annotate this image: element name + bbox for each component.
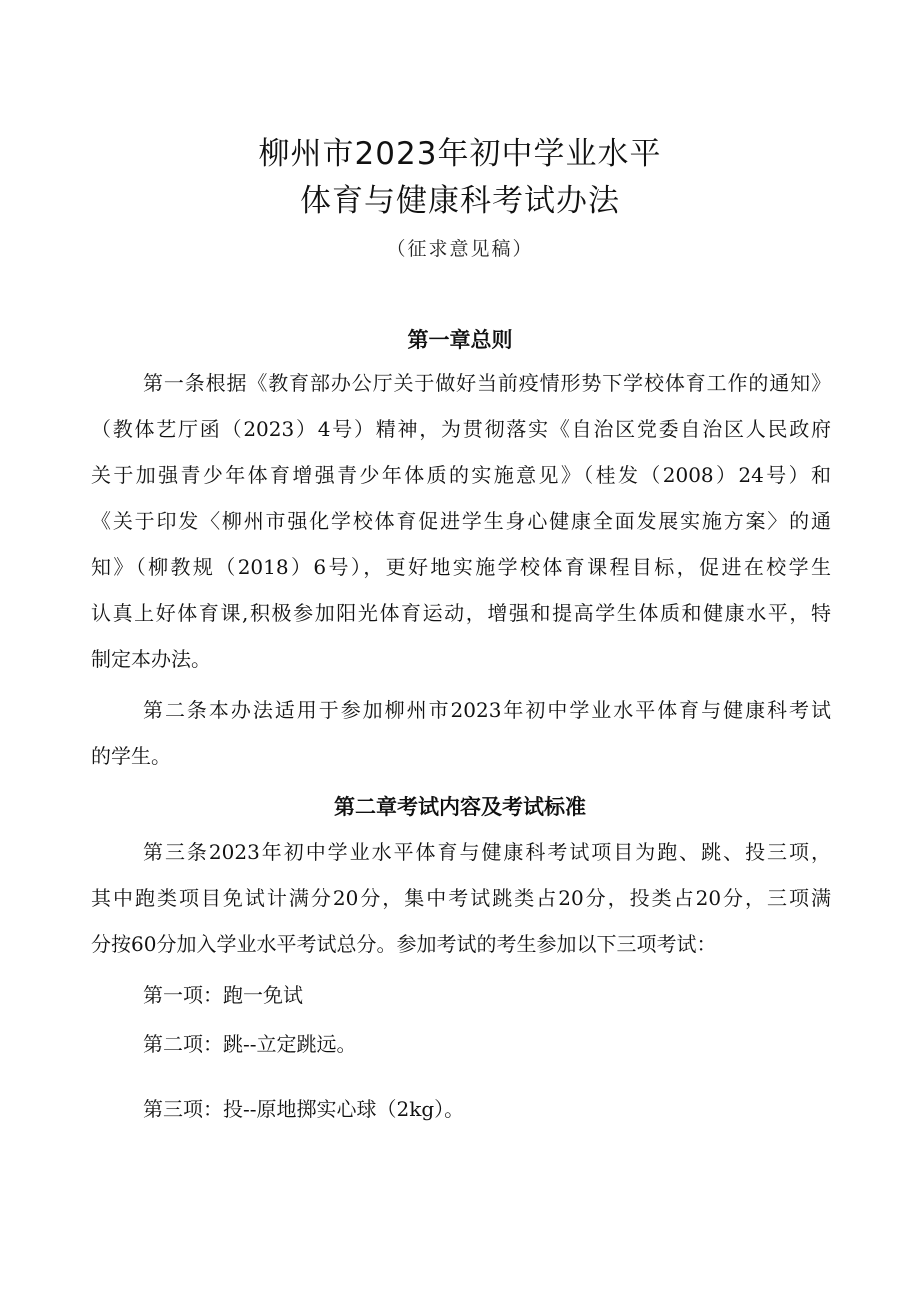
article-1-line: 关于加强青少年体育增强青少年体质的实施意见》（桂发（2008）24号）和 — [91, 463, 831, 487]
article-3-line: 第三条2023年初中学业水平体育与健康科考试项目为跑、跳、投三项， — [143, 840, 831, 864]
document-subtitle: （征求意见稿） — [386, 238, 534, 260]
article-1-line: 制定本办法。 — [91, 647, 211, 671]
document-title-line-1: 柳州市2023年初中学业水平 — [258, 136, 662, 172]
article-2-line: 的学生。 — [91, 744, 171, 768]
article-2-line: 第二条本办法适用于参加柳州市2023年初中学业水平体育与健康科考试 — [143, 698, 831, 722]
article-1-line: （教体艺厅函（2023）4号）精神，为贯彻落实《自治区党委自治区人民政府 — [91, 417, 831, 441]
document-title-line-2: 体育与健康科考试办法 — [300, 183, 620, 219]
article-1-line: 认真上好体育课,积极参加阳光体育运动，增强和提高学生体质和健康水平，特 — [91, 601, 831, 625]
article-1-line: 第一条根据《教育部办公厅关于做好当前疫情形势下学校体育工作的通知》 — [143, 371, 831, 395]
article-1-line: 知》（柳教规（2018）6号），更好地实施学校体育课程目标，促进在校学生 — [91, 555, 831, 579]
article-1-line: 《关于印发〈柳州市强化学校体育促进学生身心健康全面发展实施方案〉的通 — [91, 509, 831, 533]
chapter-1-heading: 第一章总则 — [407, 328, 513, 352]
exam-item-jump: 第二项：跳--立定跳远。 — [143, 1032, 357, 1056]
exam-item-run: 第一项：跑一免试 — [143, 983, 303, 1007]
exam-item-throw: 第三项：投--原地掷实心球（2kg）。 — [143, 1097, 465, 1121]
chapter-2-heading: 第二章考试内容及考试标准 — [334, 795, 586, 819]
article-3-line: 分按60分加入学业水平考试总分。参加考试的考生参加以下三项考试： — [91, 932, 717, 956]
article-3-line: 其中跑类项目免试计满分20分，集中考试跳类占20分，投类占20分，三项满 — [91, 886, 831, 910]
